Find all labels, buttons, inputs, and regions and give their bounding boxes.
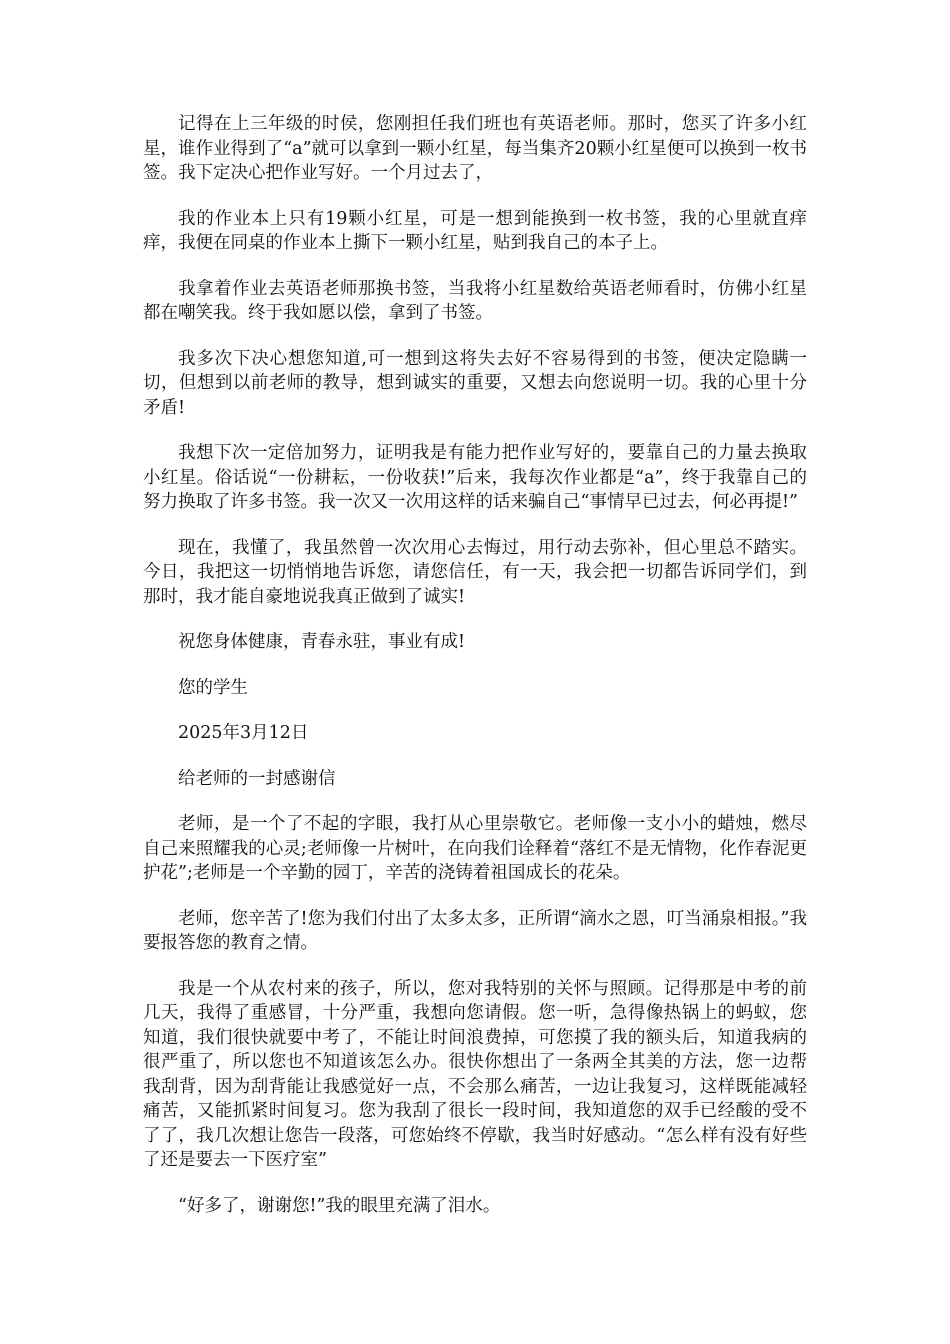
paragraph-closing-wish: 祝您身体健康，青春永驻，事业有成!	[178, 632, 466, 652]
paragraph-star-taken: 我的作业本上只有19颗小红星，可是一想到能换到一枚书签，我的心里就直痒痒，我便在同桌的作业本上撕下一颗小红星，贴到我自己的本子上。	[143, 208, 807, 253]
paragraph-confession: 现在，我懂了，我虽然曾一次次用心去悔过，用行动去弥补，但心里总不踏实。今日，我把这一切悄悄地告诉您，请您信任，有一天，我会把一切都告诉同学们，到那时，我才能自豪地说我真正做到了诚实!	[143, 537, 807, 607]
paragraph-bookmark-exchange: 我拿着作业去英语老师那换书签，当我将小红星数给英语老师看时，仿佛小红星都在嘲笑我。终于我如愿以偿，拿到了书签。	[143, 278, 807, 323]
section-title-thank-you-letter: 给老师的一封感谢信	[178, 768, 336, 789]
paragraph-illness-story: 我是一个从农村来的孩子，所以，您对我特别的关怀与照顾。记得那是中考的前几天，我得了重感冒，十分严重，我想向您请假。您一听，急得像热锅上的蚂蚁，您知道，我们很快就要中考了，不能让时间浪费掉，可您摸了我的额头后，知道我病的很严重了，所以您也不知道该怎么办。很快你想出了一条两全其美的方法，您一边帮我刮背，因为刮背能让我感觉好一点，不会那么痛苦，一边让我复习，这样既能减轻痛苦，又能抓紧时间复习。您为我刮了很长一段时间，我知道您的双手已经酸的受不了了，我几次想让您告一段落，可您始终不停歇，我当时好感动。“怎么样有没有好些了还是要去一下医疗室”	[143, 978, 807, 1170]
paragraph-teacher-praise: 老师，是一个了不起的字眼，我打从心里崇敬它。老师像一支小小的蜡烛，燃尽自己来照耀我的心灵;老师像一片树叶，在向我们诠释着“落红不是无情物，化作春泥更护花”;老师是一个辛勤的园丁，辛苦的浇铸着祖国成长的花朵。	[143, 814, 807, 883]
paragraph-date: 2025年3月12日	[178, 723, 309, 743]
document-page	[143, 112, 807, 1239]
paragraph-conflict: 我多次下决心想您知道,可一想到这将失去好不容易得到的书签，便决定隐瞒一切，但想到以前老师的教导，想到诚实的重要，又想去向您说明一切。我的心里十分矛盾!	[143, 348, 807, 418]
paragraph-effort: 我想下次一定倍加努力，证明我是有能力把作业写好的，要靠自己的力量去换取小红星。俗话说“一份耕耘，一份收获!”后来，我每次作业都是“a”，终于我靠自己的努力换取了许多书签。我一次又一次用这样的话来骗自己“事情早已过去，何必再提!”	[143, 443, 807, 512]
paragraph-tears: “好多了，谢谢您!”我的眼里充满了泪水。	[178, 1195, 501, 1216]
paragraph-memory-intro: 记得在上三年级的时侯，您刚担任我们班也有英语老师。那时，您买了许多小红星，谁作业得到了“a”就可以拿到一颗小红星，每当集齐20颗小红星便可以换到一枚书签。我下定决心把作业写好。一个月过去了，	[143, 114, 807, 183]
paragraph-signature: 您的学生	[178, 677, 248, 698]
paragraph-gratitude: 老师，您辛苦了!您为我们付出了太多太多，正所谓“滴水之恩，叮当涌泉相报。”我要报答您的教育之情。	[143, 908, 807, 953]
